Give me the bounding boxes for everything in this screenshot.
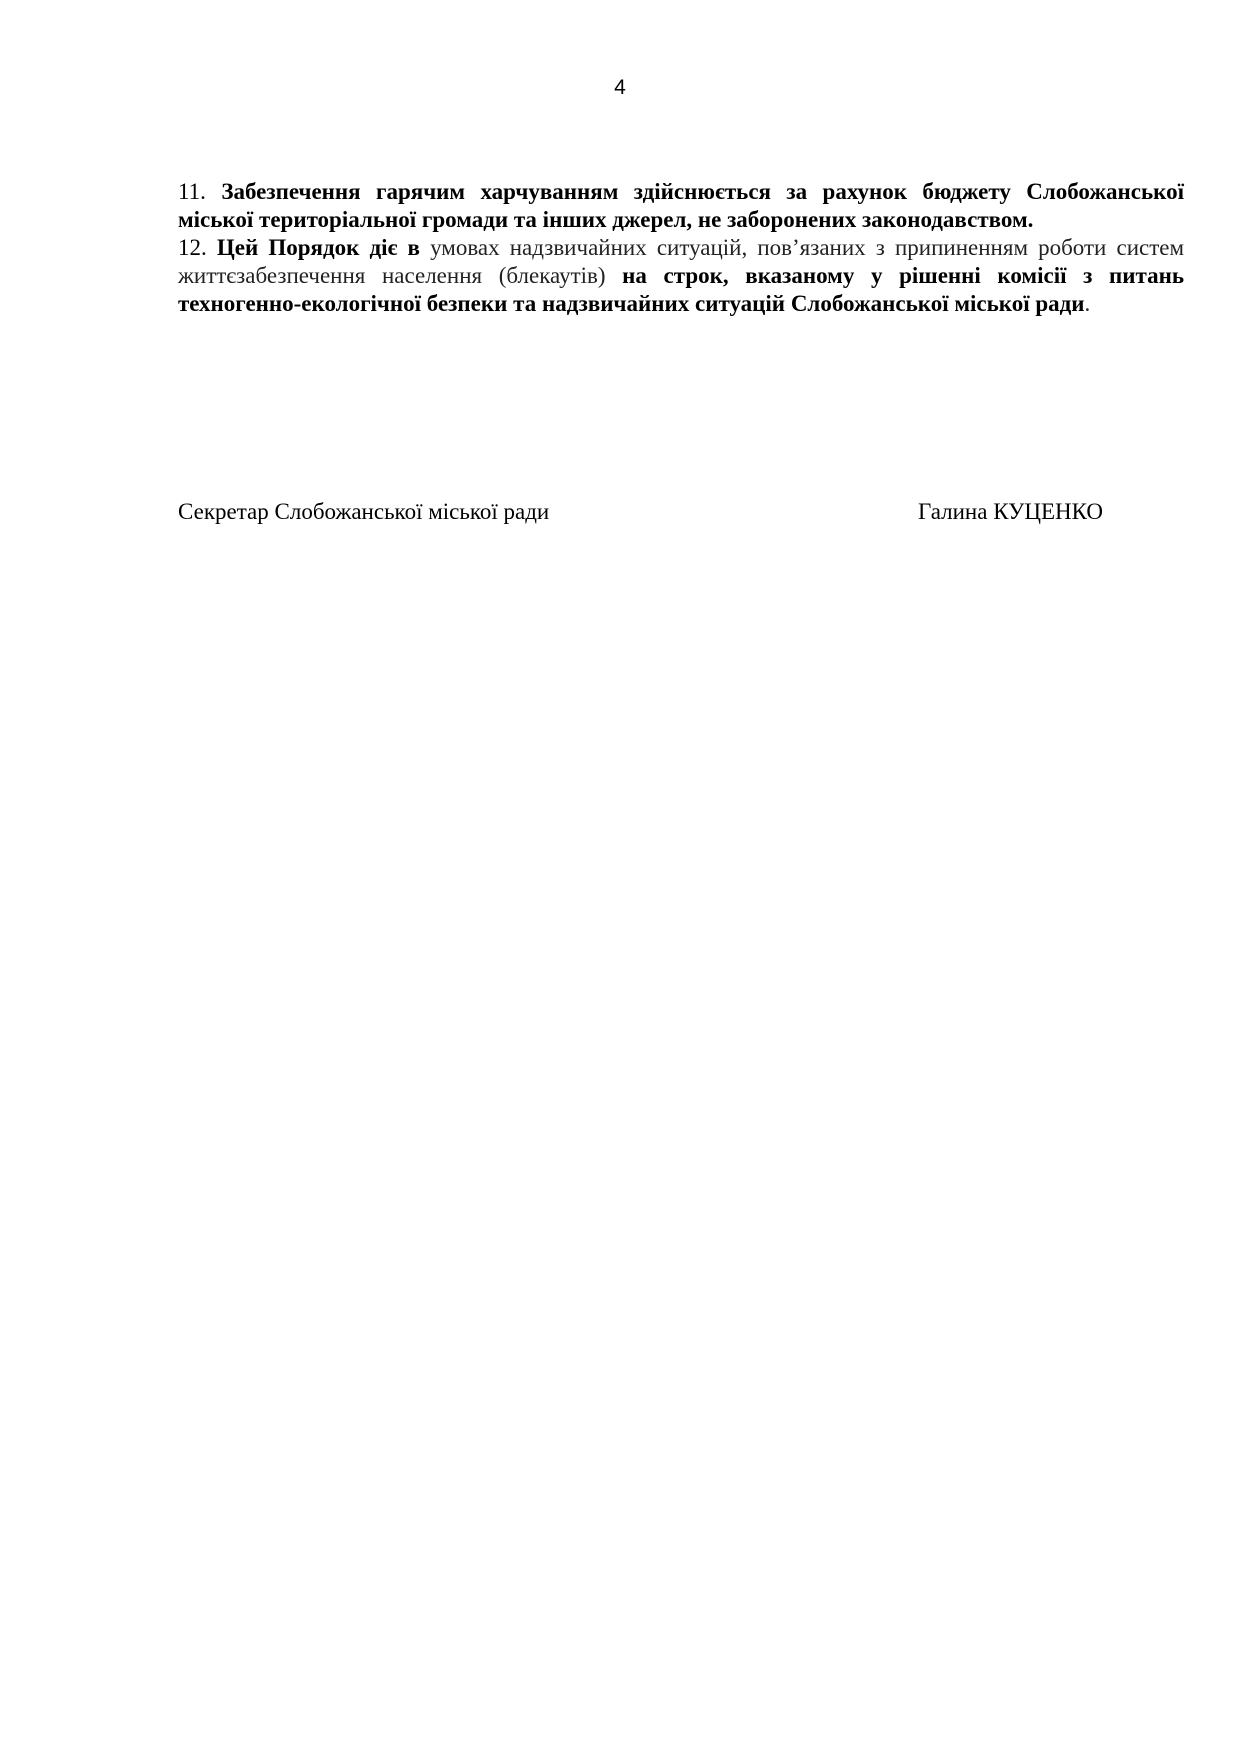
- signatory-position: Секретар Слобожанської міської ради: [178, 499, 550, 524]
- page-number: 4: [614, 76, 626, 99]
- paragraph-11: [178, 178, 1184, 234]
- paragraph-tail: на строк, вказаному у рішенні комісії з питань техногенно-екологічної безпеки та надзвичайних ситуацій Слобожанської міської ради: [178, 263, 1184, 316]
- paragraph-lead: Цей Порядок діє в: [216, 235, 420, 260]
- paragraph-12: [178, 234, 1184, 318]
- paragraph-end: .: [1084, 291, 1091, 316]
- signature-block: [178, 498, 1184, 528]
- document-body: [178, 178, 1184, 318]
- paragraph-text: Забезпечення гарячим харчуванням здійснюється за рахунок бюджету Слобожанської міської територіальної громади та інших джерел, не заборонених законодавством.: [178, 179, 1184, 232]
- paragraph-number: 11.: [178, 179, 206, 204]
- paragraph-number: 12.: [178, 235, 207, 260]
- signatory-name: Галина КУЦЕНКО: [918, 499, 1103, 524]
- paragraph-middle: умовах надзвичайних ситуацій, пов’язаних з припиненням роботи систем життєзабезпечення населення (блекаутів): [178, 235, 1185, 288]
